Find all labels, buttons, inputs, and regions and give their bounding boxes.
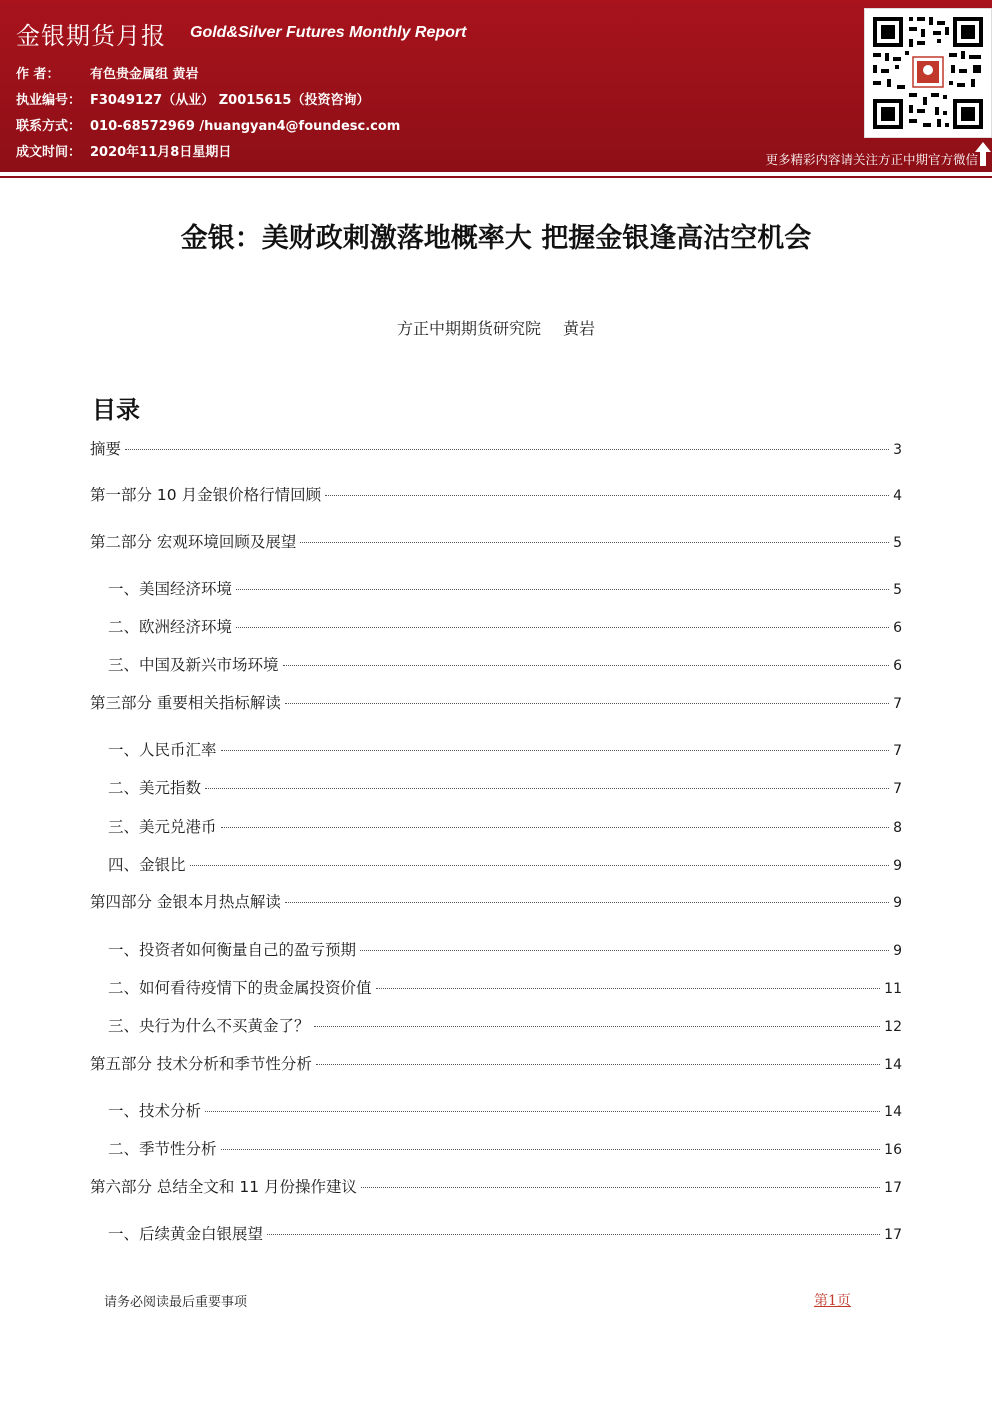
toc-leader-dots	[325, 495, 889, 496]
brand-title-en: Gold&Silver Futures Monthly Report	[190, 24, 467, 41]
toc-item[interactable]	[108, 1137, 902, 1159]
toc-item-text: 二、美元指数	[108, 779, 202, 797]
toc-item-page: 9	[893, 858, 902, 874]
author-name: 黄岩	[563, 319, 596, 338]
toc-item-text: 一、人民币汇率	[108, 741, 217, 759]
toc-leader-dots	[221, 750, 890, 751]
toc-item[interactable]	[108, 577, 902, 599]
toc-item-page: 7	[893, 781, 902, 797]
toc-heading: 目录	[92, 395, 140, 424]
toc-item-text: 二、欧洲经济环境	[108, 618, 233, 636]
header-divider	[0, 176, 992, 178]
toc-item[interactable]	[90, 1175, 902, 1197]
meta-value: 010-68572969 /huangyan4@foundesc.com	[90, 119, 401, 134]
toc-item[interactable]	[90, 437, 902, 459]
toc-item-page: 5	[893, 582, 902, 598]
toc-leader-dots	[314, 1026, 881, 1027]
toc-leader-dots	[285, 902, 889, 903]
brand-title-cn: 金银期货月报	[16, 22, 166, 50]
report-title: 金银：美财政刺激落地概率大 把握金银逢高沽空机会	[180, 223, 812, 254]
toc-item-page: 17	[884, 1227, 902, 1243]
toc-item-text: 第五部分 技术分析和季节性分析	[90, 1055, 312, 1073]
toc-item-page: 8	[893, 820, 902, 836]
meta-label: 联系方式：	[16, 119, 82, 134]
toc-item[interactable]	[90, 1052, 902, 1074]
toc-leader-dots	[221, 827, 890, 828]
toc-item-text: 第一部分 10 月金银价格行情回顾	[90, 486, 322, 504]
toc-leader-dots	[267, 1234, 880, 1235]
toc-item-text: 第二部分 宏观环境回顾及展望	[90, 533, 297, 551]
toc-item-text: 二、如何看待疫情下的贵金属投资价值	[108, 979, 372, 997]
toc-leader-dots	[190, 865, 890, 866]
toc-item-page: 16	[884, 1142, 902, 1158]
toc-item-page: 12	[884, 1019, 902, 1035]
toc-leader-dots	[376, 988, 881, 989]
meta-value: 2020年11月8日星期日	[90, 145, 232, 160]
toc-item-text: 摘要	[90, 440, 122, 458]
toc-item-text: 第四部分 金银本月热点解读	[90, 893, 281, 911]
toc-item-text: 三、中国及新兴市场环境	[108, 656, 279, 674]
toc-item-text: 一、投资者如何衡量自己的盈亏预期	[108, 941, 357, 959]
toc-item[interactable]	[108, 1099, 902, 1121]
toc-item-page: 7	[893, 743, 902, 759]
toc-leader-dots	[285, 703, 889, 704]
meta-value: F3049127（从业） Z0015615（投资咨询）	[90, 93, 370, 108]
meta-author	[16, 63, 199, 82]
toc-leader-dots	[360, 950, 889, 951]
meta-value: 有色贵金属组 黄岩	[90, 67, 199, 82]
toc-item[interactable]	[108, 853, 902, 875]
toc-item-page: 7	[893, 696, 902, 712]
toc-item-page: 4	[893, 488, 902, 504]
toc-item-text: 第三部分 重要相关指标解读	[90, 694, 281, 712]
toc-item[interactable]	[108, 776, 902, 798]
toc-leader-dots	[236, 627, 889, 628]
footer-notice: 请务必阅读最后重要事项	[104, 1295, 248, 1310]
toc-item[interactable]	[108, 976, 902, 998]
toc-item-text: 一、后续黄金白银展望	[108, 1225, 264, 1243]
meta-contact	[16, 115, 400, 134]
toc-item[interactable]	[108, 738, 902, 760]
toc-leader-dots	[205, 1111, 880, 1112]
toc-item-page: 3	[893, 442, 902, 458]
toc-item-page: 6	[893, 620, 902, 636]
toc-item-text: 一、技术分析	[108, 1102, 202, 1120]
toc-item[interactable]	[108, 1014, 902, 1036]
toc-item[interactable]	[108, 938, 902, 960]
toc-item-text: 三、央行为什么不买黄金了？	[108, 1017, 310, 1035]
toc-leader-dots	[125, 449, 889, 450]
toc-item-text: 四、金银比	[108, 856, 186, 874]
toc-item[interactable]	[108, 815, 902, 837]
toc-item-page: 14	[884, 1104, 902, 1120]
toc-item-text: 二、季节性分析	[108, 1140, 217, 1158]
toc-item-text: 第六部分 总结全文和 11 月份操作建议	[90, 1178, 358, 1196]
toc-leader-dots	[316, 1064, 880, 1065]
toc-leader-dots	[236, 589, 889, 590]
institute-name: 方正中期期货研究院	[396, 319, 541, 338]
report-author-line	[0, 316, 992, 339]
page-number[interactable]: 第1页	[814, 1293, 851, 1309]
toc-item-text: 三、美元兑港币	[108, 818, 217, 836]
toc-item-page: 11	[884, 981, 902, 997]
toc-item[interactable]	[108, 1222, 902, 1244]
toc-item[interactable]	[108, 653, 902, 675]
follow-wechat-text: 更多精彩内容请关注方正中期官方微信	[765, 152, 978, 167]
arrow-up-icon	[974, 140, 992, 168]
toc-item-page: 6	[893, 658, 902, 674]
meta-label: 执业编号：	[16, 93, 82, 108]
toc-item-text: 一、美国经济环境	[108, 580, 233, 598]
toc-item[interactable]	[90, 691, 902, 713]
toc-item[interactable]	[90, 483, 902, 505]
meta-label: 作 者：	[16, 67, 60, 82]
meta-license	[16, 89, 369, 108]
toc-item-page: 5	[893, 535, 902, 551]
toc-leader-dots	[205, 788, 889, 789]
meta-date	[16, 141, 231, 160]
meta-label: 成文时间：	[16, 145, 82, 160]
toc-leader-dots	[300, 542, 889, 543]
toc-item-page: 9	[893, 943, 902, 959]
toc-item-page: 9	[893, 895, 902, 911]
toc-item-page: 17	[884, 1180, 902, 1196]
toc-item[interactable]	[108, 615, 902, 637]
toc-leader-dots	[283, 665, 890, 666]
toc-item[interactable]	[90, 890, 902, 912]
toc-item-page: 14	[884, 1057, 902, 1073]
toc-leader-dots	[361, 1187, 880, 1188]
toc-item[interactable]	[90, 530, 902, 552]
qr-code-icon[interactable]	[864, 8, 992, 138]
toc-leader-dots	[221, 1149, 881, 1150]
